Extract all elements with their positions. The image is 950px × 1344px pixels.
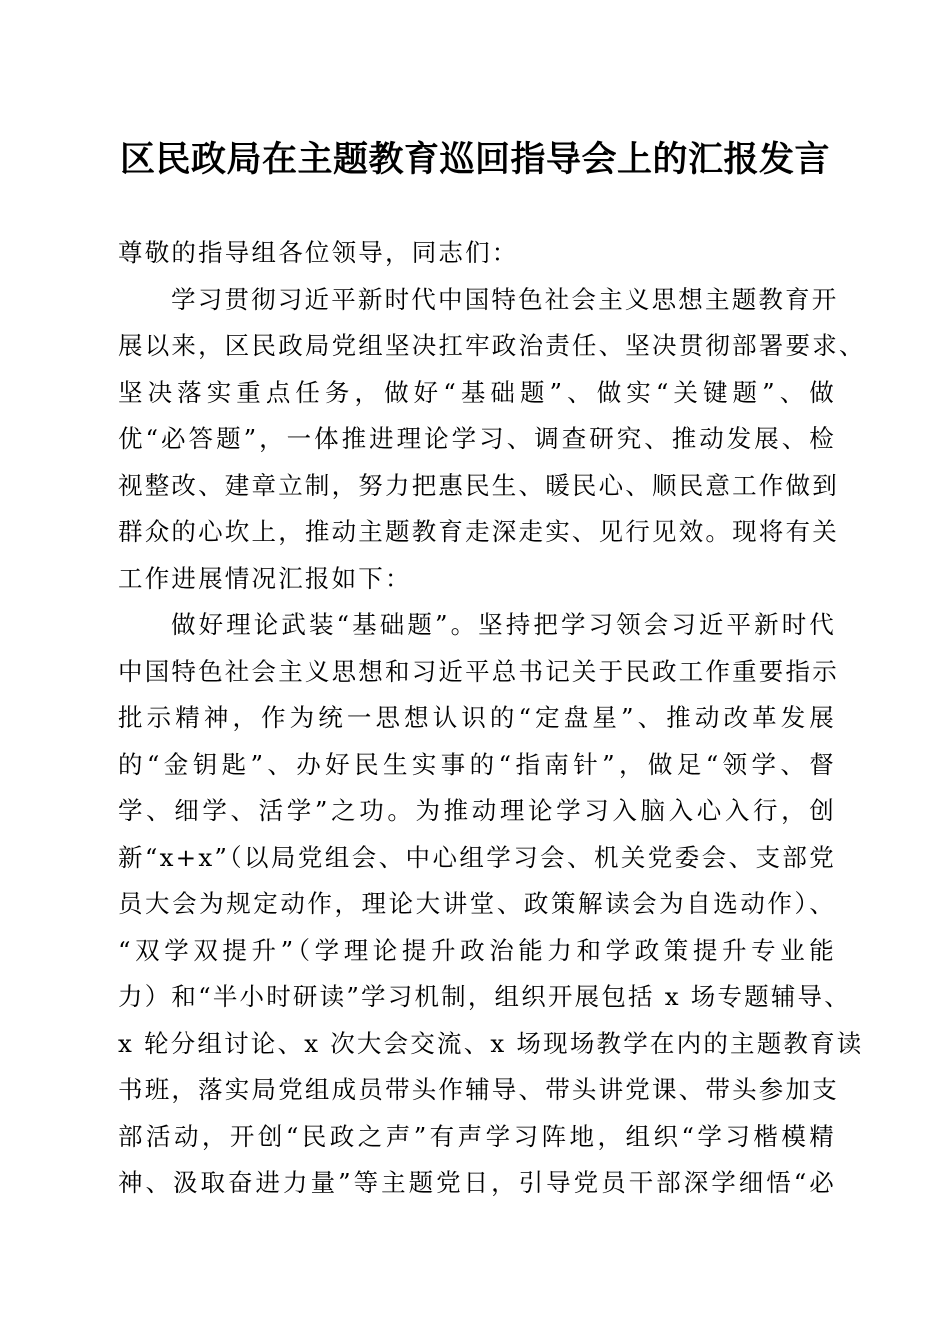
paragraph-line: “双学双提升”（学理论提升政治能力和学政策提升专业能	[118, 935, 836, 965]
paragraph-line: 工作进展情况汇报如下：	[118, 563, 412, 593]
paragraph-line: 群众的心坎上，推动主题教育走深走实、见行见效。现将有关	[118, 517, 839, 546]
paragraph-line: 神、汲取奋进力量”等主题党日，引导党员干部深学细悟“必	[118, 1168, 836, 1197]
paragraph-line: x 轮分组讨论、x 次大会交流、x 场现场教学在内的主题教育读	[118, 1028, 864, 1058]
paragraph-line: 书班，落实局党组成员带头作辅导、带头讲党课、带头参加支	[118, 1075, 839, 1104]
paragraph-line: 做好理论武装“基础题”。坚持把学习领会习近平新时代	[171, 610, 836, 639]
paragraph-line: 视整改、建章立制，努力把惠民生、暖民心、顺民意工作做到	[118, 470, 839, 500]
paragraph-intro	[118, 277, 866, 603]
paragraph-line: 力）和“半小时研读”学习机制，组织开展包括 x 场专题辅导、	[118, 982, 851, 1011]
salutation: 尊敬的指导组各位领导，同志们：	[118, 238, 519, 267]
document-title: 区民政局在主题教育巡回指导会上的汇报发言	[119, 139, 830, 180]
paragraph-line: 展以来，区民政局党组坚决扛牢政治责任、坚决贯彻部署要求、	[118, 331, 866, 360]
paragraph-line: 的“金钥匙”、办好民生实事的“指南针”，做足“领学、督	[118, 749, 836, 779]
paragraph-line: 学、细学、活学”之功。为推动理论学习入脑入心入行，创	[118, 796, 836, 825]
paragraph-line: 员大会为规定动作，理论大讲堂、政策解读会为自选动作）、	[118, 889, 836, 918]
paragraph-line: 新“x+x”（以局党组会、中心组学习会、机关党委会、支部党	[118, 842, 836, 872]
paragraph-line: 学习贯彻习近平新时代中国特色社会主义思想主题教育开	[171, 284, 839, 314]
paragraph-line: 批示精神，作为统一思想认识的“定盘星”、推动改革发展	[118, 703, 836, 732]
paragraph-line: 部活动，开创“民政之声”有声学习阵地，组织“学习楷模精	[118, 1121, 836, 1151]
paragraph-line: 优“必答题”，一体推进理论学习、调查研究、推动发展、检	[118, 424, 836, 453]
document-body	[118, 230, 866, 1207]
paragraph-line: 中国特色社会主义思想和习近平总书记关于民政工作重要指示	[118, 656, 839, 686]
paragraph-theory	[118, 602, 864, 1207]
paragraph-line: 坚决落实重点任务，做好“基础题”、做实“关键题”、做	[118, 377, 836, 407]
